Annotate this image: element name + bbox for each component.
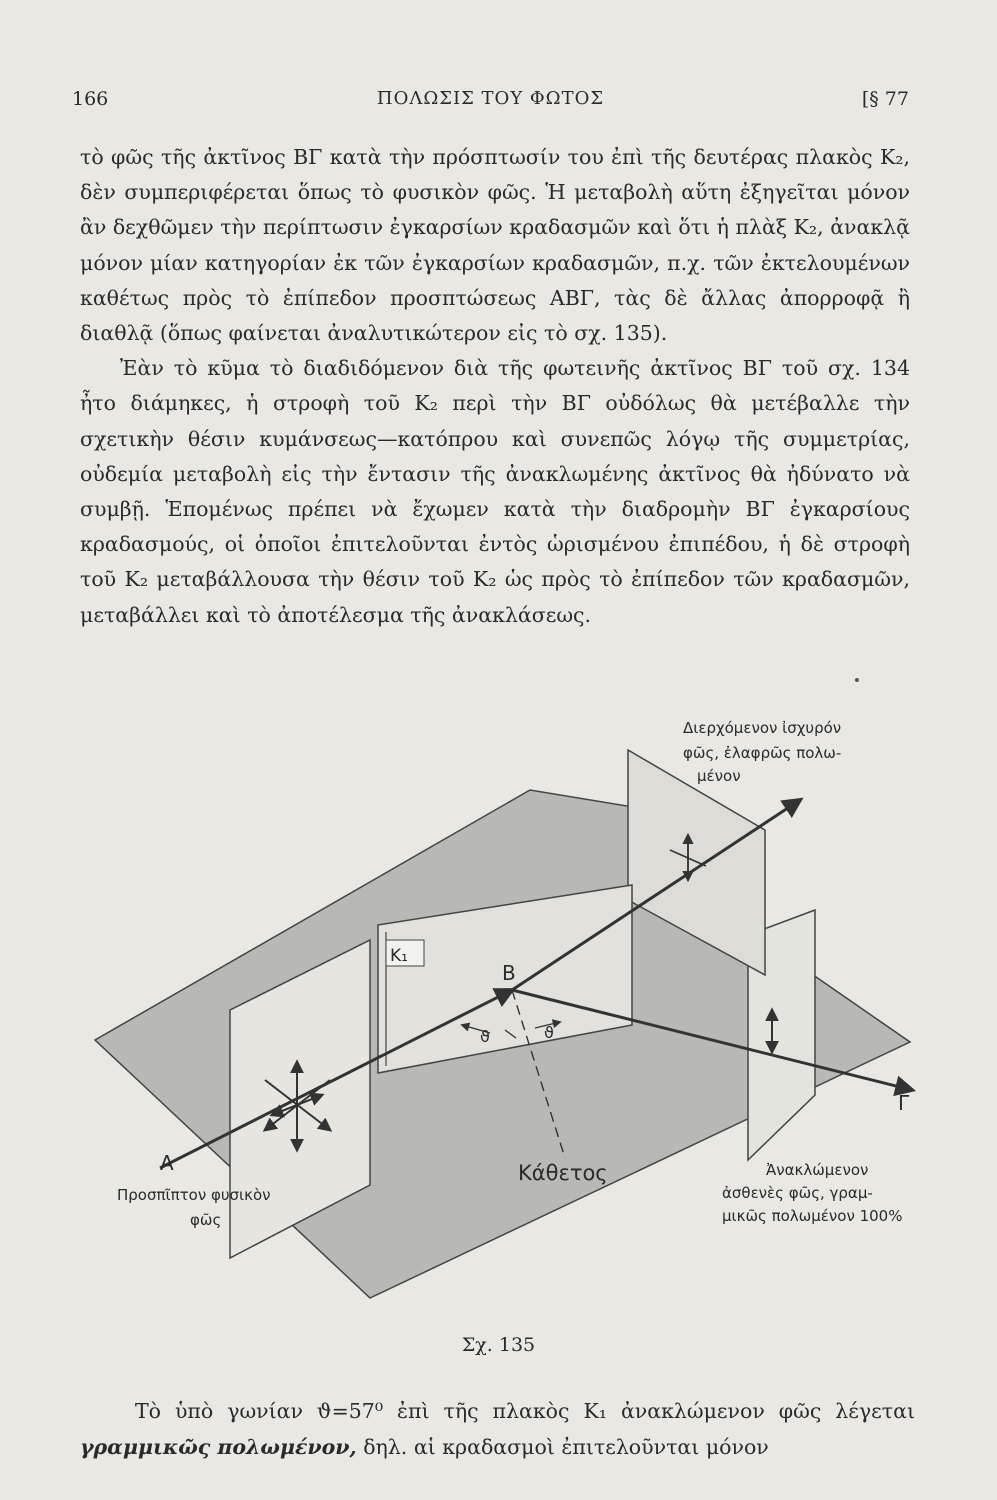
paragraph-2: Ἐὰν τὸ κῦμα τὸ διαδιδόμενον διὰ τῆς φωτεινῆς ἀκτῖνος ΒΓ τοῦ σχ. 134 ἦτο διάμηκες, ἡ στροφὴ τοῦ Κ₂ περὶ τὴν ΒΓ οὐδόλως θὰ μετέβαλλε τὴν σχετικὴν θέσιν κυμάνσεως—κατόπρου καὶ συνεπῶς λόγῳ τῆς συμμετρίας, οὐδεμία μεταβολὴ εἰς τὴν ἔντασιν τῆς ἀνακλωμένης ἀκτῖνος θὰ ἠδύνατο νὰ συμβῇ. Ἑπομένως πρέπει νὰ ἔχωμεν κατὰ τὴν διαδρομὴν ΒΓ ἐγκαρσίους κραδασμούς, οἱ ὁποῖοι ἐπιτελοῦνται ἐντὸς ὡρισμένου ἐπιπέδου, ἡ δὲ στροφὴ τοῦ Κ₂ μεταβάλλουσα τὴν θέσιν τοῦ Κ₂ ὡς πρὸς τὸ ἐπίπεδον τῶν κραδασμῶν, μεταβάλλει καὶ τὸ ἀποτέλεσμα τῆς ἀνακλάσεως. [80,356,910,627]
running-title: ΠΟΛΩΣΙΣ ΤΟΥ ΦΩΤΟΣ [376,88,605,109]
bottom-text-after: δηλ. αἱ κραδασμοὶ ἐπιτελοῦνται μόνον [356,1435,769,1459]
point-g-label: Γ [898,1091,910,1115]
angle-theta-left: ϑ [480,1027,490,1046]
transmitted-label-line2: φῶς, ἐλαφρῶς πολω- [683,744,842,762]
point-b-label: B [502,961,516,985]
incident-label-line2: φῶς [190,1211,222,1229]
reflected-label-line1: Ἀνακλώμενον [766,1161,869,1179]
paragraph-1: τὸ φῶς τῆς ἀκτῖνος ΒΓ κατὰ τὴν πρόσπτωσίν του ἐπὶ τῆς δευτέρας πλακὸς Κ₂, δὲν συμπεριφέρεται ὅπως τὸ φυσικὸν φῶς. Ἡ μεταβολὴ αὕτη ἐξηγεῖται μόνον ἂν δεχθῶμεν τὴν περίπτωσιν ἐγκαρσίων κραδασμῶν καὶ ὅτι ἡ πλὰξ Κ₂, ἀνακλᾷ μόνον μίαν κατηγορίαν ἐκ τῶν ἐγκαρσίων κραδασμῶν, π.χ. τῶν ἐκτελουμένων καθέτως πρὸς τὸ ἐπίπεδον προσπτώσεως ΑΒΓ, τὰς δὲ ἄλλας ἀπορροφᾷ ἢ διαθλᾷ (ὅπως φαίνεται ἀναλυτικώτερον εἰς τὸ σχ. 135). [80,145,910,346]
incident-label-line1: Προσπῖπτον φυσικὸν [117,1186,271,1204]
bottom-text [80,1393,915,1465]
reflected-label-line3: μικῶς πολωμένον 100% [722,1207,903,1225]
page-number: 166 [72,88,109,110]
transmitted-label-line1: Διερχόμενον ἰσχυρόν [683,719,842,737]
angle-theta-right: ϑ [544,1023,554,1042]
bold-term: γραμμικῶς πολωμένον, [80,1435,357,1459]
bottom-text-before: Τὸ ὑπὸ γωνίαν ϑ=57⁰ ἐπὶ τῆς πλακὸς Κ₁ ἀνακλώμενον φῶς λέγεται [135,1399,915,1423]
plate-k1-label: K₁ [390,946,408,966]
transmitted-label-line3: μένον [697,767,741,785]
point-a-label: A [160,1151,174,1175]
section-marker: [§ 77 [861,88,909,110]
reflected-label-line2: ἀσθενὲς φῶς, γραμ- [722,1184,873,1202]
normal-label: Κάθετος [518,1161,608,1185]
figure-caption: Σχ. 135 [461,1334,536,1356]
bottom-paragraph [80,1393,915,1465]
